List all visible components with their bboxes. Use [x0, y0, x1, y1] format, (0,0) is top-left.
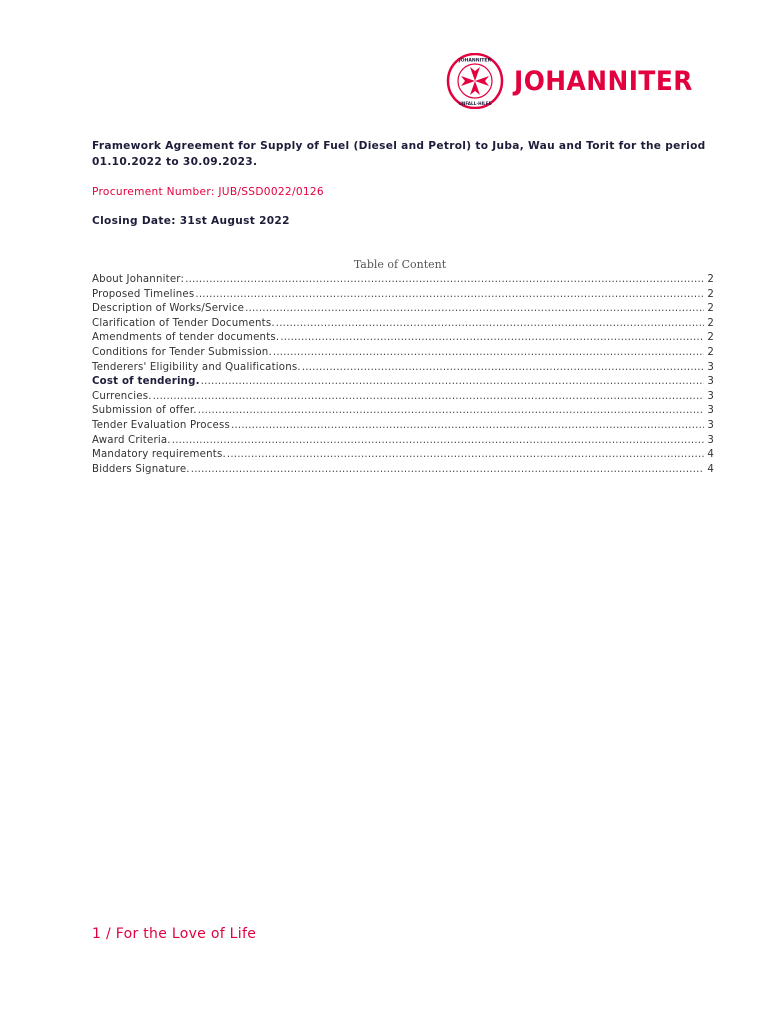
toc-entry-label: Tender Evaluation Process [92, 419, 231, 431]
toc-entry[interactable] [92, 405, 714, 420]
toc-entry-label: Cost of tendering. [92, 376, 200, 388]
svg-text:JOHANNITER: JOHANNITER [458, 58, 492, 64]
toc-entry-label: Proposed Timelines [92, 288, 195, 300]
toc-entry-page: 3 [707, 419, 714, 431]
toc-heading: Table of Content [353, 258, 447, 271]
toc-entry-page: 4 [707, 463, 714, 475]
toc-entry-page: 4 [707, 449, 714, 461]
toc-leader-dots [227, 449, 704, 460]
toc-entry[interactable] [92, 303, 714, 318]
toc-entry-label: Mandatory requirements. [92, 449, 226, 461]
toc-entry[interactable] [92, 449, 714, 464]
toc-entry[interactable] [92, 347, 714, 362]
toc-leader-dots [273, 347, 704, 358]
toc-leader-dots [185, 274, 704, 285]
toc-entry[interactable] [92, 435, 714, 450]
toc-entry-page: 3 [707, 361, 714, 373]
maltese-cross-emblem-icon [444, 53, 506, 109]
toc-entry[interactable] [92, 464, 714, 479]
toc-entry-page: 2 [707, 317, 714, 329]
closing-date: Closing Date: 31st August 2022 [92, 215, 290, 227]
procurement-number: Procurement Number: JUB/SSD0022/0126 [92, 186, 324, 198]
table-of-contents [92, 274, 714, 478]
toc-entry[interactable] [92, 376, 714, 391]
toc-leader-dots [245, 303, 704, 314]
toc-leader-dots [276, 318, 705, 329]
toc-leader-dots [172, 435, 705, 446]
toc-entry[interactable] [92, 332, 714, 347]
johanniter-logo [444, 53, 708, 109]
toc-leader-dots [231, 420, 704, 431]
toc-entry-label: Currencies. [92, 390, 152, 402]
toc-leader-dots [191, 464, 705, 475]
toc-entry[interactable] [92, 391, 714, 406]
toc-leader-dots [198, 405, 705, 416]
toc-leader-dots [201, 376, 705, 387]
toc-entry-page: 2 [707, 288, 714, 300]
logo-wordmark: JOHANNITER [514, 65, 693, 97]
toc-leader-dots [280, 332, 704, 343]
toc-entry-label: Tenderers' Eligibility and Qualifications. [92, 361, 301, 373]
toc-entry-label: Award Criteria. [92, 434, 171, 446]
toc-entry[interactable] [92, 289, 714, 304]
svg-text:UNFALL-HILFE: UNFALL-HILFE [458, 101, 492, 106]
toc-entry-label: About Johanniter: [92, 274, 185, 285]
toc-entry-label: Conditions for Tender Submission. [92, 346, 272, 358]
toc-entry-label: Amendments of tender documents. [92, 332, 280, 344]
toc-entry[interactable] [92, 420, 714, 435]
toc-entry-page: 2 [707, 346, 714, 358]
toc-entry[interactable] [92, 274, 714, 289]
toc-entry-page: 3 [707, 434, 714, 446]
toc-entry-label: Submission of offer. [92, 405, 197, 417]
toc-entry-page: 3 [707, 390, 714, 402]
toc-entry-label: Bidders Signature. [92, 463, 190, 475]
toc-entry-page: 3 [707, 405, 714, 417]
toc-leader-dots [195, 289, 704, 300]
toc-entry-label: Clarification of Tender Documents. [92, 317, 275, 329]
toc-entry[interactable] [92, 318, 714, 333]
toc-entry-label: Description of Works/Service [92, 303, 245, 315]
page-footer: 1 / For the Love of Life [92, 926, 257, 942]
toc-entry-page: 2 [707, 332, 714, 344]
toc-entry-page: 2 [707, 303, 714, 315]
toc-leader-dots [302, 362, 704, 373]
toc-entry-page: 2 [707, 274, 714, 285]
toc-entry-page: 3 [707, 376, 714, 388]
toc-entry[interactable] [92, 362, 714, 377]
toc-leader-dots [153, 391, 705, 402]
document-title: Framework Agreement for Supply of Fuel (Diesel and Petrol) to Juba, Wau and Torit for the period 01.10.2022 to 30.09.2023. [92, 140, 706, 168]
